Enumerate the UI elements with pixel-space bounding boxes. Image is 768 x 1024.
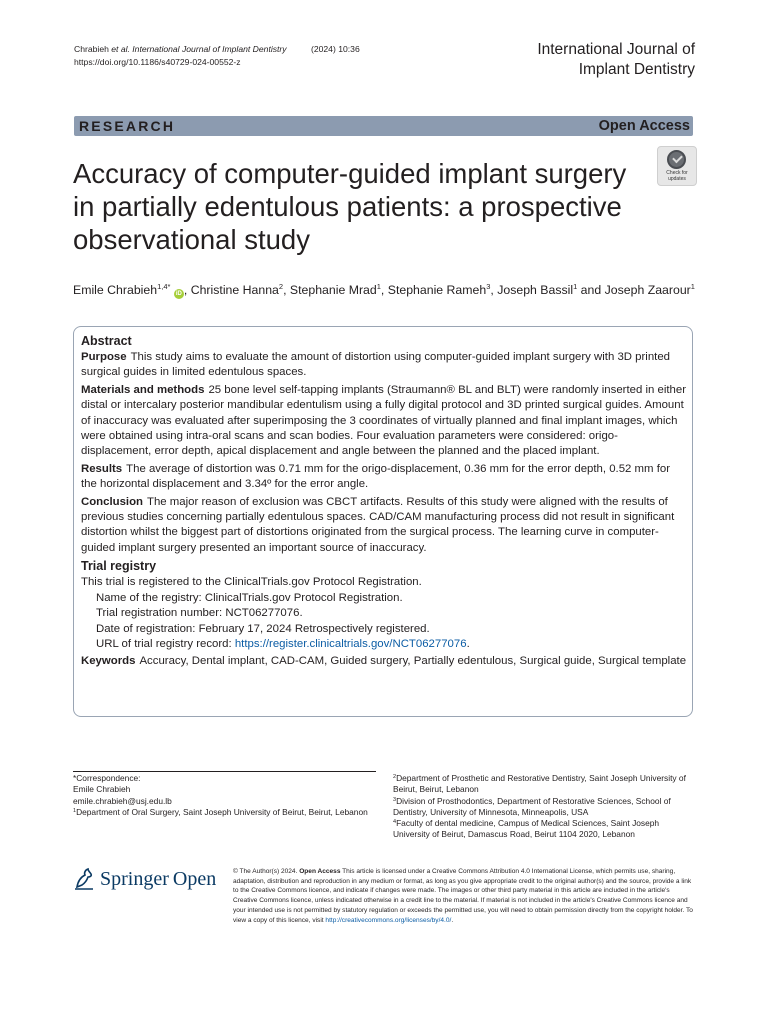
journal-name bbox=[537, 40, 695, 80]
footnote-divider bbox=[73, 771, 376, 772]
correspondence-email[interactable]: emile.chrabieh@usj.edu.lb bbox=[73, 795, 172, 806]
affiliation-3: $^3$Division of Prosthodontics, Department of Restorative Sciences, School of Dentistry, University of Minnesota, Minneapolis, USA bbox=[393, 795, 671, 817]
open-access-label: Open Access bbox=[598, 118, 690, 134]
doi-link[interactable]: https://doi.org/10.1186/s40729-024-00552-z bbox=[74, 57, 241, 67]
abstract-content bbox=[81, 333, 687, 672]
trial-registry-heading: Trial registry bbox=[81, 559, 157, 574]
journal-name-line1: International Journal of bbox=[537, 41, 695, 58]
running-header bbox=[74, 43, 360, 69]
journal-name-line2: Implant Dentistry bbox=[578, 61, 695, 78]
trial-line: Name of the registry: ClinicalTrials.gov Protocol Registration. bbox=[96, 591, 403, 604]
citation-etal: et al. bbox=[111, 44, 130, 54]
author-name[interactable]: Stephanie Mrad bbox=[289, 283, 377, 297]
methods-label: Materials and methods bbox=[81, 383, 205, 396]
license-text: © The Author(s) 2024. Open Access This article is licensed under a Creative Commons Attribution 4.0 International License, which permits use, sharing, adaptation, distribution and reproduction in any medium or format, as long as you give appropriate credit to the original author(s) and the source, provide a link to the Creative Commons licence, and indicate if changes were made. The images or other third party material in this article are included in the article's Creative Commons licence, unless indicated otherwise in a credit line to the material. If material is not included in the article's Creative Commons licence and your intended use is not permitted by statutory regulation or exceeds the permitted use, you will need to obtain permission directly from the copyright holder. To view a copy of this licence, visit http://creativecommons.org/licenses/by/4.0/. bbox=[233, 868, 693, 924]
author-name[interactable]: Christine Hanna bbox=[190, 283, 279, 297]
purpose-text: This study aims to evaluate the amount of distortion using computer-guided implant surgery with 3D printed surgical guides in limited edentulous spaces. bbox=[81, 351, 671, 379]
author-list: Emile Chrabieh$^{1,4*}$ iD , Christine Hanna$^2$, Stephanie Mrad$^1$, Stephanie Rameh$^3$, Joseph Bassil$^1$ and Joseph Zaarour$^1$ bbox=[73, 282, 695, 297]
check-updates-label-1: Check for bbox=[666, 170, 688, 176]
affiliation-2: $^2$Department of Prosthetic and Restorative Dentistry, Saint Joseph University of Beirut, Beirut, Lebanon bbox=[393, 773, 686, 795]
author-affiliation-sup: 3 bbox=[486, 282, 491, 291]
abstract-purpose bbox=[81, 350, 687, 381]
citation-author: Chrabieh bbox=[74, 44, 109, 54]
conclusion-label: Conclusion bbox=[81, 495, 144, 508]
check-updates-label-2: updates bbox=[668, 176, 686, 182]
results-text: The average of distortion was 0.71 mm for the origo-displacement, 0.36 mm for the error depth, 0.52 mm for the horizontal displacement and 3.34º for the error angle. bbox=[81, 462, 670, 491]
article-type-banner bbox=[74, 116, 693, 136]
correspondence-label: *Correspondence: bbox=[73, 773, 141, 783]
orcid-icon[interactable]: iD bbox=[175, 291, 182, 297]
results-label: Results bbox=[81, 462, 123, 475]
author-affiliation-sup: 1 bbox=[573, 282, 578, 291]
article-type: RESEARCH bbox=[79, 118, 176, 134]
copyright: © The Author(s) 2024. bbox=[233, 868, 298, 875]
trial-line: Date of registration: February 17, 2024 Retrospectively registered. bbox=[96, 622, 430, 635]
abstract-keywords bbox=[81, 654, 687, 669]
publisher-name: Springer bbox=[100, 867, 169, 890]
purpose-label: Purpose bbox=[81, 351, 127, 363]
correspondence-name: Emile Chrabieh bbox=[73, 784, 131, 795]
trial-line: This trial is registered to the ClinicalTrials.gov Protocol Registration. bbox=[81, 576, 422, 589]
author-affiliation-sup: 2 bbox=[278, 282, 284, 291]
keywords-text: Accuracy, Dental implant, CAD-CAM, Guided surgery, Partially edentulous, Surgical guide, Surgical template bbox=[139, 655, 687, 668]
citation-year: (2024) 10:36 bbox=[310, 44, 360, 54]
author-name[interactable]: Joseph Zaarour bbox=[604, 283, 691, 297]
author-name[interactable]: Stephanie Rameh bbox=[387, 283, 487, 297]
trial-url-line: URL of trial registry record: https://register.clinicaltrials.gov/NCT06277076. bbox=[96, 637, 470, 650]
footnotes-right bbox=[393, 773, 693, 841]
author-name[interactable]: Joseph Bassil bbox=[497, 283, 574, 297]
abstract-results bbox=[81, 462, 687, 493]
affiliation-4: $^4$Faculty of dental medicine, Campus of Medical Sciences, Saint Joseph University of Beirut, Damascus Road, Beirut 1104 2020, Lebanon bbox=[393, 818, 660, 840]
license-url[interactable]: http://creativecommons.org/licenses/by/4.0/ bbox=[325, 916, 452, 924]
trial-line: Trial registration number: NCT06277076. bbox=[96, 607, 303, 620]
article-title: Accuracy of computer-guided implant surgery in partially edentulous patients: a prospective observational study bbox=[73, 158, 627, 255]
check-circle-icon bbox=[667, 150, 686, 169]
author-affiliation-sup: 1,4* bbox=[157, 282, 171, 291]
methods-text: 25 bone level self-tapping implants (Straumann® BL and BLT) were randomly inserted in either distal or intercalary posterior mandibular edentulism using a fully digital protocol and 3D printed surgical guides. Amount of inaccuracy was evaluated after superimposing the 3 coordinates of virtually planned and final implant images, which were obtained using intra-oral scans and scan bodies. Four evaluation parameters were considered: origo-displacement, error depth, apical displacement and angle between the planned and the placed implant. bbox=[81, 383, 686, 458]
license-body: This article is licensed under a Creative Commons Attribution 4.0 International License, which permits use, sharing, adaptation, distribution and reproduction in any medium or format, as long as you give appropriate credit to the original author(s) and the source, provide a link to the Creative Commons licence, and indicate if changes were made. The images or other third party material in this article are included in the article's Creative Commons licence, unless indicated otherwise in a credit line to the material. If material is not included in the article's Creative Commons licence and your intended use is not permitted by statutory regulation or exceeds the permitted use, you will need to obtain permission directly from the copyright holder. To view a copy of this licence, visit bbox=[233, 868, 693, 924]
footnotes-left bbox=[73, 773, 373, 818]
affiliation-1: $^1$Department of Oral Surgery, Saint Joseph University of Beirut, Beirut, Lebanon bbox=[73, 806, 368, 817]
license-open-access: Open Access bbox=[299, 868, 341, 875]
author-affiliation-sup: 1 bbox=[376, 282, 381, 291]
trial-url-label: URL of trial registry record: bbox=[96, 637, 235, 650]
author-affiliation-sup: 1 bbox=[690, 282, 695, 291]
citation-journal: International Journal of Implant Dentistry bbox=[132, 44, 287, 54]
conclusion-text: The major reason of exclusion was CBCT artifacts. Results of this study were aligned with the results of previous studies concerning partially edentulous spaces. CAD/CAM manufacturing process did not result in significant distortion whilst the biggest part of distortions originated from the surgical process. The learning curve in computer-guided implant surgery presented an important source of inaccuracy. bbox=[81, 495, 675, 554]
abstract-heading: Abstract bbox=[81, 334, 132, 348]
check-for-updates-button[interactable] bbox=[657, 146, 697, 186]
trial-url-link[interactable]: https://register.clinicaltrials.gov/NCT06277076 bbox=[234, 637, 467, 650]
author-name[interactable]: Emile Chrabieh bbox=[73, 283, 158, 297]
publisher-logo[interactable] bbox=[73, 867, 216, 891]
abstract-conclusion bbox=[81, 495, 687, 557]
abstract-methods bbox=[81, 383, 687, 460]
keywords-label: Keywords bbox=[81, 655, 136, 668]
springer-horse-icon bbox=[73, 867, 95, 891]
publisher-suffix: Open bbox=[172, 867, 217, 890]
